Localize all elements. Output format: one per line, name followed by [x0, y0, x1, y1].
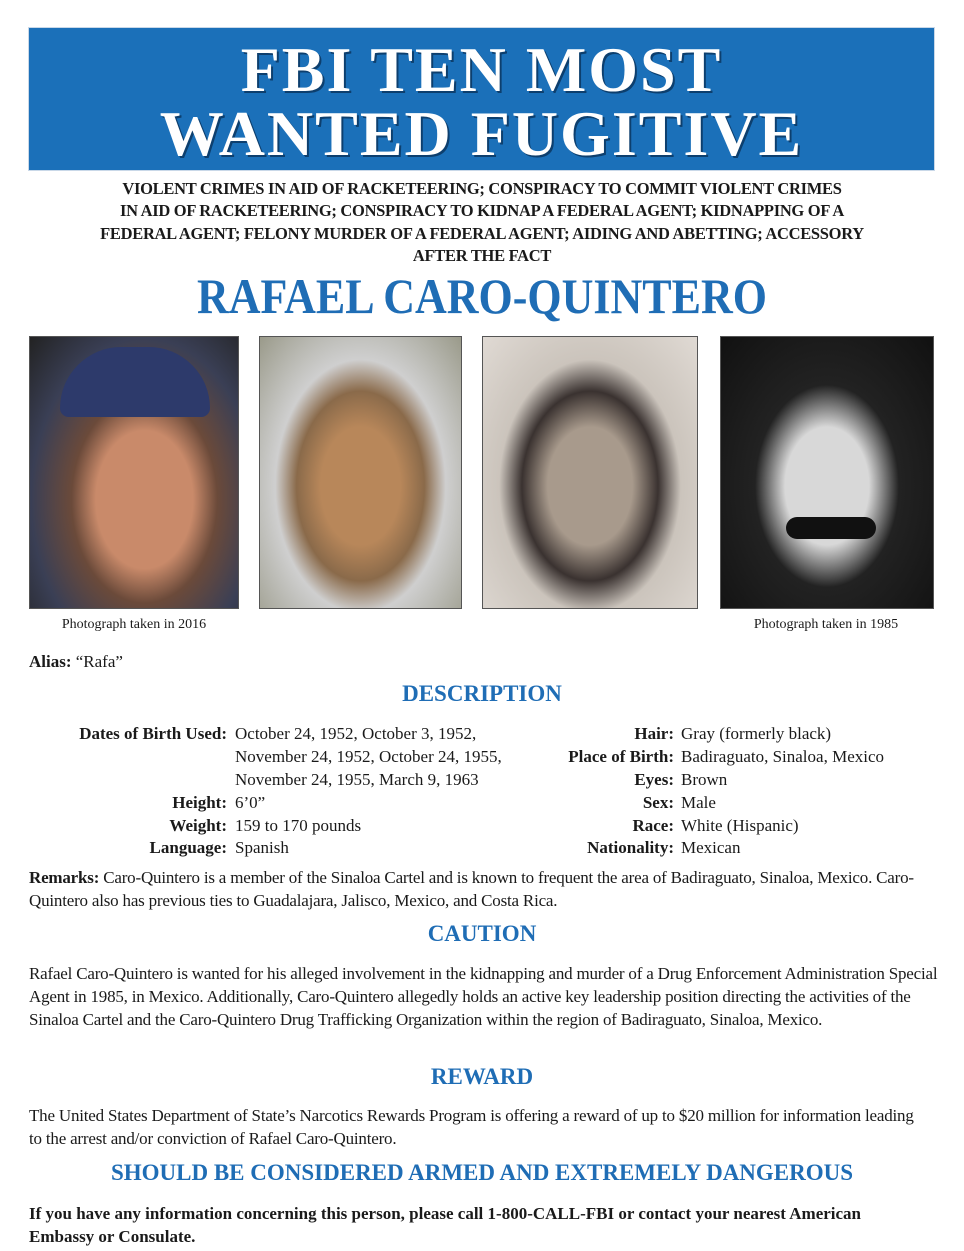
weight-value: 159 to 170 pounds [235, 816, 362, 835]
photo-caption-left: Photograph taken in 2016 [61, 617, 207, 632]
photo-1985 [720, 336, 934, 609]
race-value: White (Hispanic) [681, 816, 799, 835]
language-label: Language: [149, 838, 227, 857]
reward-text: The United States Department of State’s Narcotics Rewards Program is offering a reward of up to $20 million for information leading to the arrest and/or conviction of Rafael Caro-Quintero. [29, 1106, 914, 1148]
caution-text: Rafael Caro-Quintero is wanted for his alleged involvement in the kidnapping and murder of a Drug Enforcement Administration Special Agent in 1985, in Mexico. Additionally, Caro-Quintero allegedly holds an active key leadership position directing the activities of the Sinaloa Cartel and the Caro-Quintero Drug Trafficking Organization within the region of Badiraguato, Sinaloa, Mexico. [29, 964, 938, 1029]
birthplace-value: Badiraguato, Sinaloa, Mexico [681, 747, 885, 766]
dob-value: October 24, 1952, October 3, 1952, [235, 724, 477, 743]
hair-value: Gray (formerly black) [681, 724, 832, 743]
description-table [0, 722, 964, 862]
weight-label: Weight: [169, 816, 227, 835]
charges-line: FEDERAL AGENT; FELONY MURDER OF A FEDERAL AGENT; AIDING AND ABETTING; ACCESSORY [100, 223, 864, 243]
height-value: 6’0” [235, 793, 266, 812]
height-label: Height: [172, 793, 227, 812]
alias [29, 650, 123, 673]
title-banner [28, 27, 935, 171]
charges [20, 178, 944, 267]
eyes-label: Eyes: [634, 770, 674, 789]
charges-line: IN AID OF RACKETEERING; CONSPIRACY TO KIDNAP A FEDERAL AGENT; KIDNAPPING OF A [119, 201, 845, 221]
birthplace-label: Place of Birth: [568, 747, 674, 766]
remarks-label: Remarks: [29, 868, 100, 887]
alias-value: “Rafa” [75, 652, 123, 671]
title-line-1: FBI TEN MOST [240, 34, 723, 105]
title-line-2: WANTED FUGITIVE [159, 98, 804, 169]
dob-label: Dates of Birth Used: [79, 724, 227, 743]
description-heading: DESCRIPTION [402, 681, 562, 706]
fugitive-name: RAFAEL CARO-QUINTERO [196, 268, 767, 324]
remarks-text: Caro-Quintero is a member of the Sinaloa Cartel and is known to frequent the area of Badiraguato, Sinaloa, Mexico. Caro-Quintero also has previous ties to Guadalajara, Jalisco, Mexico, and Costa Rica. [29, 868, 914, 910]
race-label: Race: [632, 816, 674, 835]
sex-value: Male [681, 793, 716, 812]
caution-heading: CAUTION [427, 921, 537, 946]
eyes-value: Brown [681, 770, 728, 789]
language-value: Spanish [235, 838, 289, 857]
photo-3 [482, 336, 698, 609]
reward-heading: REWARD [430, 1064, 534, 1089]
remarks [29, 866, 939, 912]
nationality-label: Nationality: [587, 838, 674, 857]
hair-label: Hair: [634, 724, 674, 743]
dob-value: November 24, 1952, October 24, 1955, [235, 747, 502, 766]
photo-caption-right: Photograph taken in 1985 [753, 617, 899, 632]
sex-label: Sex: [642, 793, 674, 812]
nationality-value: Mexican [681, 838, 741, 857]
armed-dangerous-warning: SHOULD BE CONSIDERED ARMED AND EXTREMELY DANGEROUS [110, 1160, 854, 1185]
charges-line: AFTER THE FACT [412, 245, 552, 265]
photo-2 [259, 336, 462, 609]
photo-2016 [29, 336, 239, 609]
contact-info: If you have any information concerning this person, please call 1-800-CALL-FBI or contact your nearest American Embassy or Consulate. [29, 1204, 862, 1246]
dob-value: November 24, 1955, March 9, 1963 [235, 770, 479, 789]
alias-label: Alias: [29, 652, 72, 671]
charges-line: VIOLENT CRIMES IN AID OF RACKETEERING; CONSPIRACY TO COMMIT VIOLENT CRIMES [122, 179, 842, 198]
